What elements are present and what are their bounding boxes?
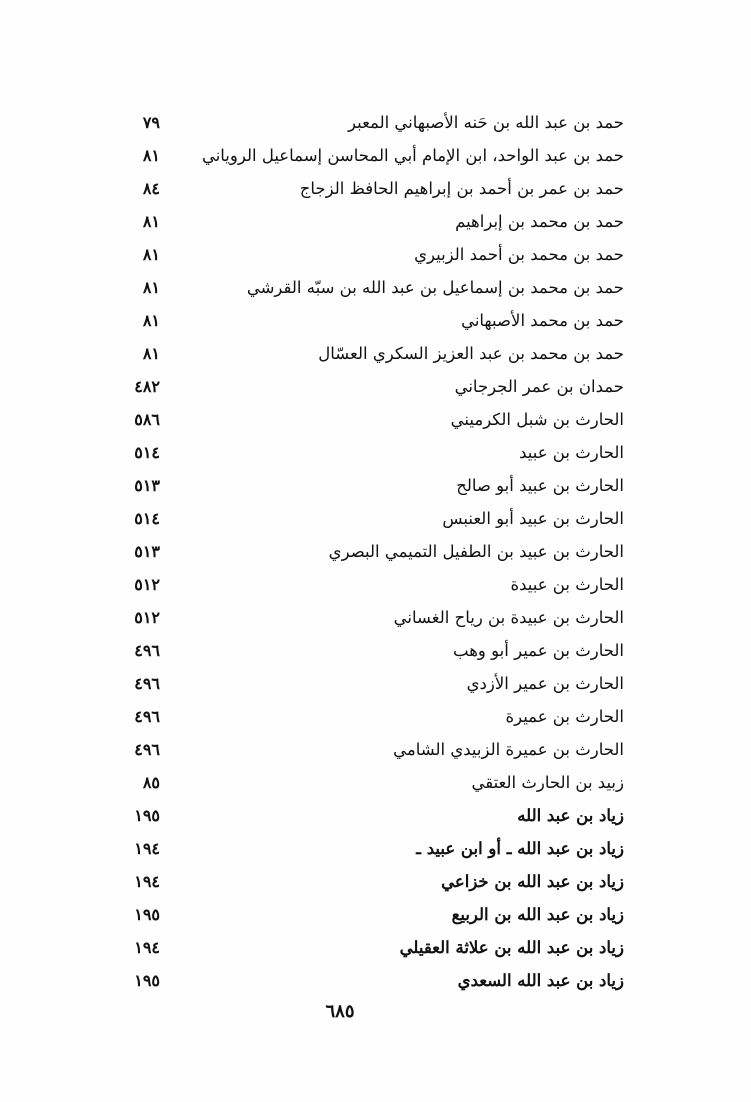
index-entry	[0, 404, 751, 437]
entry-page-number: ٨٤	[142, 179, 160, 198]
index-entry	[0, 272, 751, 305]
index-entry	[0, 569, 751, 602]
entry-page-number: ٤٩٦	[134, 641, 160, 660]
entry-name: زياد بن عبد الله بن الربيع	[451, 905, 624, 924]
entry-page-number: ٥٨٦	[134, 410, 160, 429]
entry-page-number: ٤٩٦	[134, 740, 160, 759]
entry-page-number: ٥١٤	[134, 509, 160, 528]
entry-page-number: ٥١٣	[134, 542, 160, 561]
entry-name: زياد بن عبد الله السعدي	[457, 971, 624, 990]
entry-name: الحارث بن شبل الكرميني	[450, 410, 624, 429]
entry-name: زياد بن عبد الله بن خزاعي	[441, 872, 624, 891]
index-entry	[0, 206, 751, 239]
entry-page-number: ٨١	[142, 344, 160, 363]
index-entry	[0, 338, 751, 371]
entry-name: الحارث بن عبيد بن الطفيل التميمي البصري	[328, 542, 624, 561]
entry-page-number: ٧٩	[142, 113, 160, 132]
entry-page-number: ٨١	[142, 311, 160, 330]
entry-page-number: ٤٩٦	[134, 674, 160, 693]
entry-name: الحارث بن عمير أبو وهب	[453, 641, 624, 660]
index-entry	[0, 866, 751, 899]
index-entry	[0, 371, 751, 404]
entry-page-number: ٨١	[142, 245, 160, 264]
index-entry	[0, 305, 751, 338]
entry-name: زياد بن عبد الله بن علاثة العقيلي	[399, 938, 624, 957]
entry-name: الحارث بن عبيد	[519, 443, 624, 462]
index-entry	[0, 503, 751, 536]
entry-page-number: ١٩٤	[134, 872, 160, 891]
index-entry	[0, 833, 751, 866]
entry-name: حمد بن محمد بن عبد العزيز السكري العسّال	[318, 344, 624, 363]
index-entry	[0, 668, 751, 701]
entry-page-number: ٨١	[142, 146, 160, 165]
index-entry	[0, 239, 751, 272]
entry-page-number: ٥١٣	[134, 476, 160, 495]
entry-name: الحارث بن عبيدة بن رياح الغساني	[393, 608, 624, 627]
entry-page-number: ٥١٢	[134, 575, 160, 594]
entry-page-number: ١٩٤	[134, 839, 160, 858]
entry-page-number: ١٩٥	[134, 905, 160, 924]
entry-name: زبيد بن الحارث العتقي	[471, 773, 624, 792]
index-entry	[0, 602, 751, 635]
index-entry	[0, 965, 751, 998]
entry-name: زياد بن عبد الله	[517, 806, 624, 825]
entry-name: الحارث بن عميرة الزبيدي الشامي	[393, 740, 624, 759]
index-entry	[0, 701, 751, 734]
index-entry	[0, 734, 751, 767]
entry-page-number: ٤٩٦	[134, 707, 160, 726]
index-entry	[0, 470, 751, 503]
entry-name: زياد بن عبد الله ـ أو ابن عبيد ـ	[416, 839, 624, 858]
entry-name: حمد بن عبد الله بن حَنه الأصبهاني المعبر	[347, 113, 624, 132]
entry-page-number: ٨١	[142, 278, 160, 297]
index-entry	[0, 107, 751, 140]
entry-name: حمد بن محمد الأصبهاني	[461, 311, 624, 330]
entry-name: حمد بن محمد بن إسماعيل بن عبد الله بن سبّه القرشي	[246, 278, 624, 297]
entry-page-number: ٥١٤	[134, 443, 160, 462]
entry-page-number: ١٩٤	[134, 938, 160, 957]
entry-page-number: ٤٨٢	[134, 377, 160, 396]
entry-name: حمد بن محمد بن إبراهيم	[455, 212, 624, 231]
index-entry	[0, 899, 751, 932]
index-entry	[0, 173, 751, 206]
entry-name: حمد بن عمر بن أحمد بن إبراهيم الحافظ الزجاج	[299, 179, 624, 198]
entry-page-number: ١٩٥	[134, 806, 160, 825]
entry-name: الحارث بن عبيدة	[510, 575, 624, 594]
entry-name: الحارث بن عبيد أبو صالح	[456, 476, 624, 495]
entry-name: الحارث بن عمير الأزدي	[466, 674, 624, 693]
index-entry	[0, 437, 751, 470]
entry-name: الحارث بن عميرة	[505, 707, 624, 726]
page-number: ٦٨٥	[325, 1001, 355, 1022]
entry-page-number: ١٩٥	[134, 971, 160, 990]
index-entry	[0, 635, 751, 668]
entry-name: حمد بن عبد الواحد، ابن الإمام أبي المحاسن إسماعيل الروياني	[201, 146, 624, 165]
index-entry	[0, 932, 751, 965]
index-entry	[0, 800, 751, 833]
index-entry	[0, 767, 751, 800]
entry-page-number: ٨٥	[142, 773, 160, 792]
entry-name: حمد بن محمد بن أحمد الزبيري	[414, 245, 624, 264]
index-list	[0, 107, 751, 998]
entry-name: حمدان بن عمر الجرجاني	[454, 377, 624, 396]
entry-page-number: ٨١	[142, 212, 160, 231]
entry-name: الحارث بن عبيد أبو العنبس	[442, 509, 624, 528]
index-entry	[0, 536, 751, 569]
entry-page-number: ٥١٢	[134, 608, 160, 627]
index-entry	[0, 140, 751, 173]
